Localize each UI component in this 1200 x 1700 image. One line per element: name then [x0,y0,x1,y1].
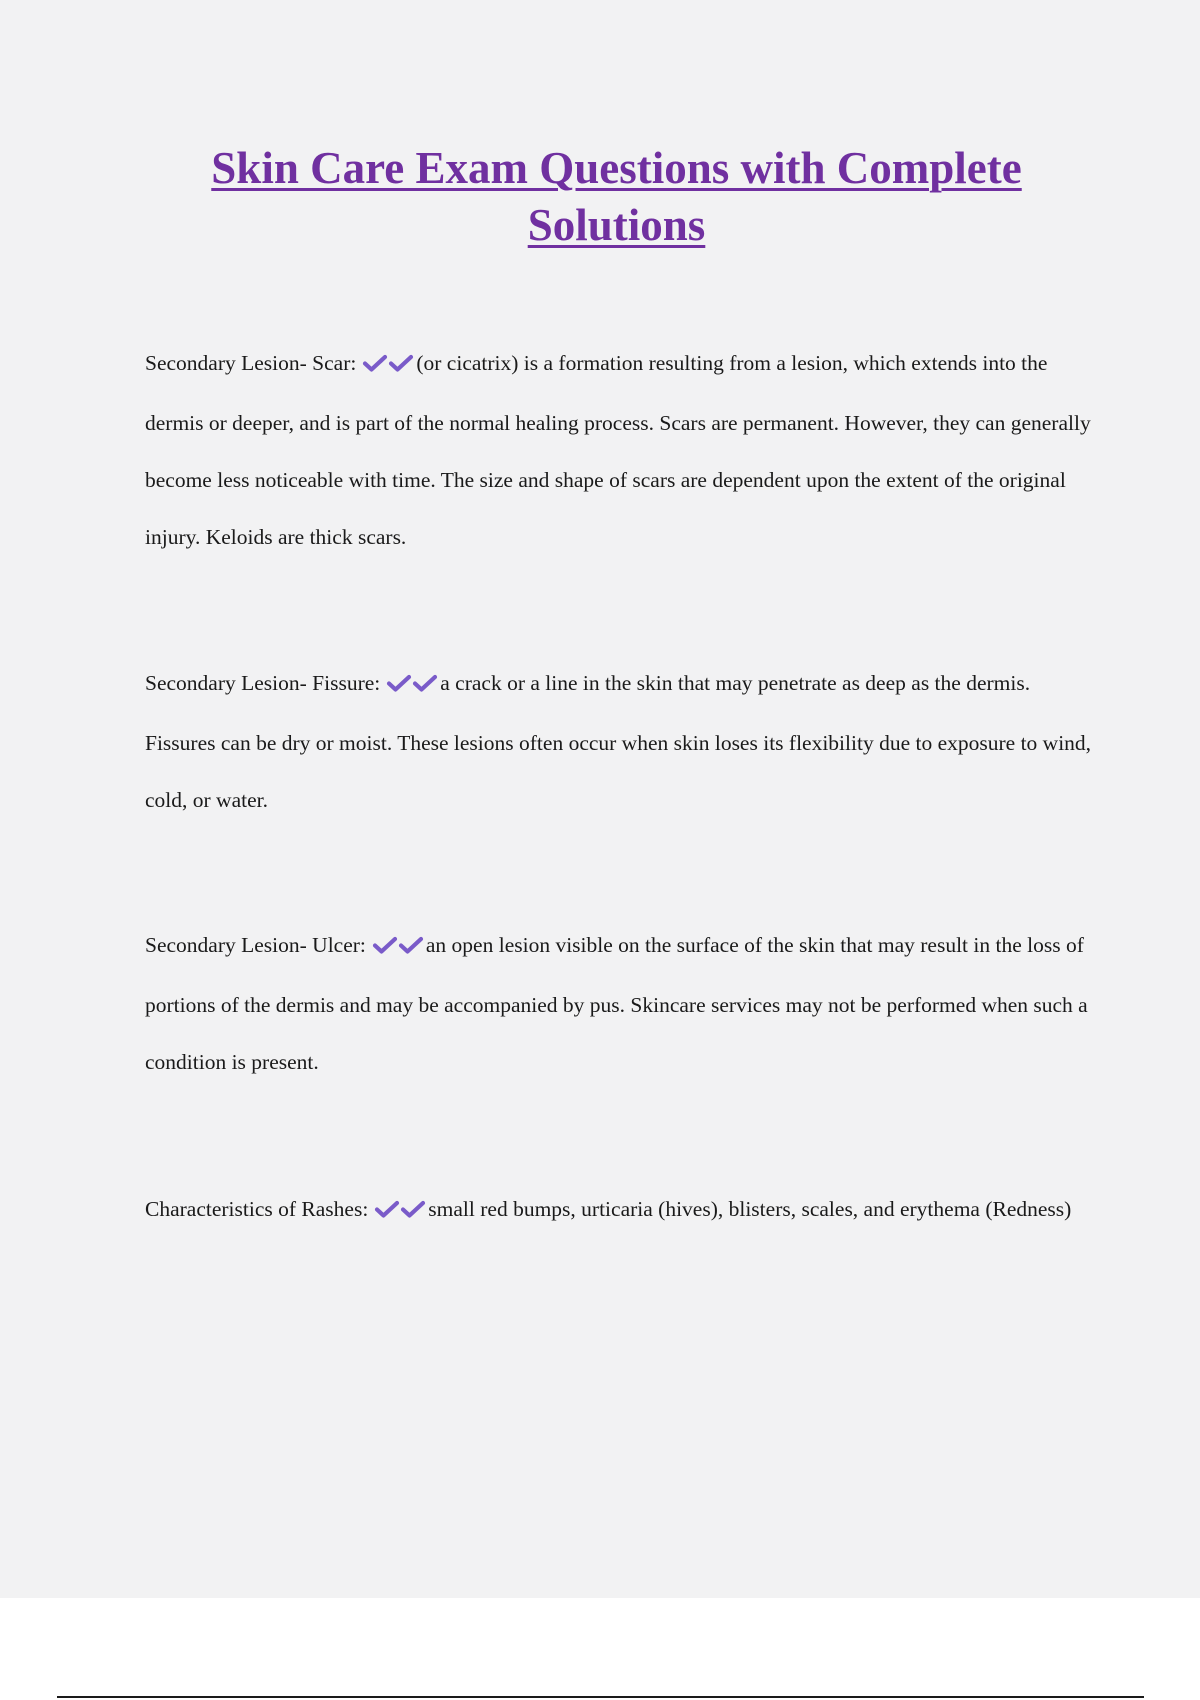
entry-answer: (or cicatrix) is a formation resulting from a lesion, which extends into the dermis or deeper, and is part of the normal healing process. Scars are permanent. However, they can generally become less noticeable with time. The size and shape of scars are dependent upon the extent of the original injury. Keloids are thick scars. [145,351,1091,549]
qa-entry [145,917,1093,1091]
checkmark-icon [400,1199,426,1219]
document-title: Skin Care Exam Questions with Complete Solutions [211,143,1022,250]
double-check-marks [362,338,414,395]
checkmark-icon [374,1199,400,1219]
entry-term: Characteristics of Rashes: [145,1197,369,1221]
double-check-marks [386,658,438,715]
qa-entry [145,1181,1093,1241]
double-check-marks [374,1184,426,1241]
checkmark-icon [398,935,424,955]
checkmark-icon [386,673,412,693]
footer-divider [57,1696,1144,1698]
entry-term: Secondary Lesion- Fissure: [145,671,381,695]
entry-term: Secondary Lesion- Ulcer: [145,933,366,957]
entry-answer: a crack or a line in the skin that may penetrate as deep as the dermis. Fissures can be dry or moist. These lesions often occur when skin loses its flexibility due to exposure to wind, cold, or water. [145,671,1092,812]
entry-answer: small red bumps, urticaria (hives), blisters, scales, and erythema (Redness) [428,1197,1072,1221]
checkmark-icon [412,673,438,693]
qa-entry [145,655,1093,829]
entry-answer: an open lesion visible on the surface of the skin that may result in the loss of portions of the dermis and may be accompanied by pus. Skincare services may not be performed when such a condition is present. [145,933,1088,1074]
qa-entry [145,335,1093,566]
double-check-marks [372,920,424,977]
checkmark-icon [372,935,398,955]
entry-term: Secondary Lesion- Scar: [145,351,357,375]
checkmark-icon [388,353,414,373]
checkmark-icon [362,353,388,373]
